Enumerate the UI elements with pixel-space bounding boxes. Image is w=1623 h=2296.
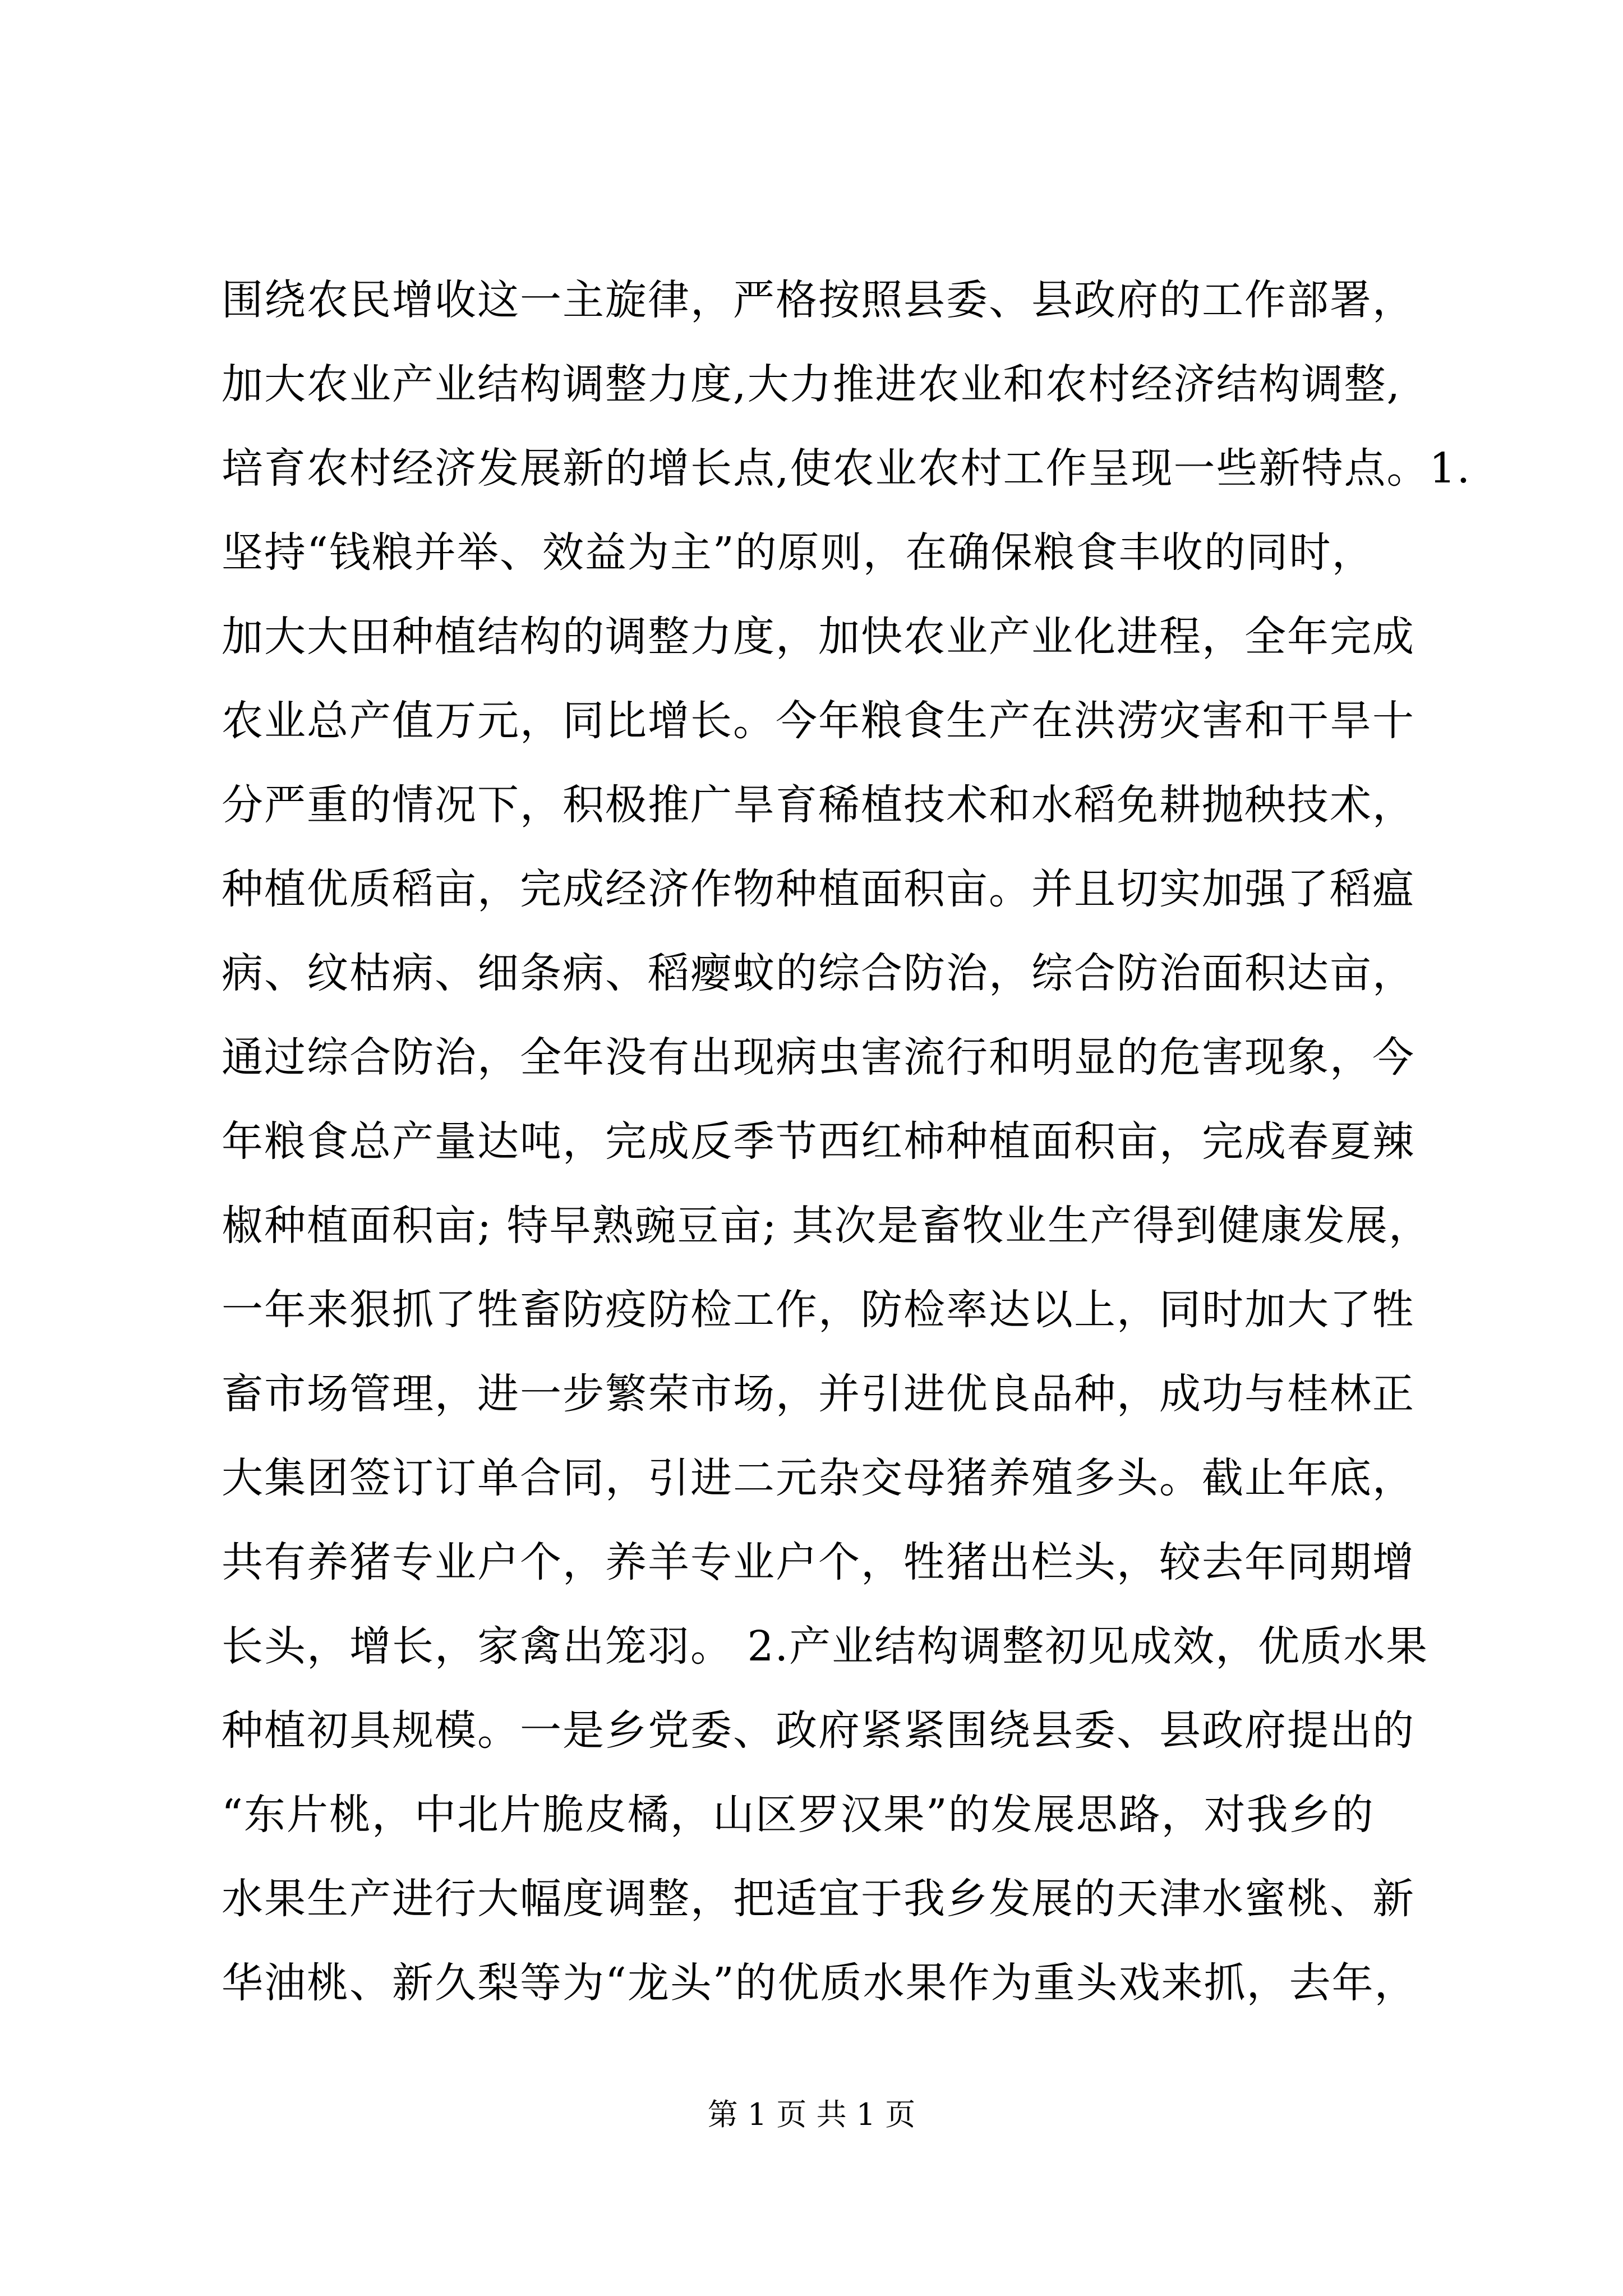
text-line: 坚持“钱粮并举、效益为主”的原则，在确保粮食丰收的同时，: [222, 528, 1375, 577]
text-line: 种植初具规模。一是乡党委、政府紧紧围绕县委、县政府提出的: [222, 1706, 1415, 1755]
body-text: [222, 258, 1472, 2025]
text-line: 加大农业产业结构调整力度,大力推进农业和农村经济结构调整,: [222, 360, 1401, 408]
text-line: 水果生产进行大幅度调整，把适宜于我乡发展的天津水蜜桃、新: [222, 1875, 1415, 1923]
text-line: 长头，增长，家禽出笼羽。 2.产业结构调整初见成效，优质水果: [222, 1622, 1429, 1671]
page-footer: 第 1 页 共 1 页: [707, 2097, 916, 2132]
text-line: 一年来狠抓了牲畜防疫防检工作，防检率达以上，同时加大了牲: [222, 1286, 1415, 1334]
text-line: 培育农村经济发展新的增长点,使农业农村工作呈现一些新特点。1.: [222, 444, 1472, 493]
text-line: 年粮食总产量达吨，完成反季节西红柿种植面积亩，完成春夏辣: [222, 1117, 1415, 1166]
text-line: 病、纹枯病、细条病、稻瘿蚊的综合防治，综合防治面积达亩，: [222, 949, 1415, 997]
text-line: 大集团签订订单合同，引进二元杂交母猪养殖多头。截止年底，: [222, 1454, 1415, 1502]
text-line: 椒种植面积亩; 特早熟豌豆亩; 其次是畜牧业生产得到健康发展，: [222, 1202, 1431, 1250]
text-line: 加大大田种植结构的调整力度，加快农业产业化进程，全年完成: [222, 613, 1415, 661]
text-line: 共有养猪专业户个，养羊专业户个，牲猪出栏头，较去年同期增: [222, 1538, 1415, 1586]
text-line: 围绕农民增收这一主旋律，严格按照县委、县政府的工作部署，: [222, 276, 1415, 324]
text-line: 通过综合防治，全年没有出现病虫害流行和明显的危害现象，今: [222, 1033, 1415, 1082]
text-line: 农业总产值万元，同比增长。今年粮食生产在洪涝灾害和干旱十: [222, 697, 1415, 745]
text-line: “东片桃，中北片脆皮橘，山区罗汉果”的发展思路，对我乡的: [222, 1791, 1375, 1839]
text-line: 分严重的情况下，积极推广旱育稀植技术和水稻免耕抛秧技术，: [222, 781, 1415, 829]
text-line: 畜市场管理，进一步繁荣市场，并引进优良品种，成功与桂林正: [222, 1370, 1415, 1418]
text-line: 华油桃、新久梨等为“龙头”的优质水果作为重头戏来抓，去年，: [222, 1959, 1417, 2007]
text-line: 种植优质稻亩，完成经济作物种植面积亩。并且切实加强了稻瘟: [222, 865, 1415, 913]
